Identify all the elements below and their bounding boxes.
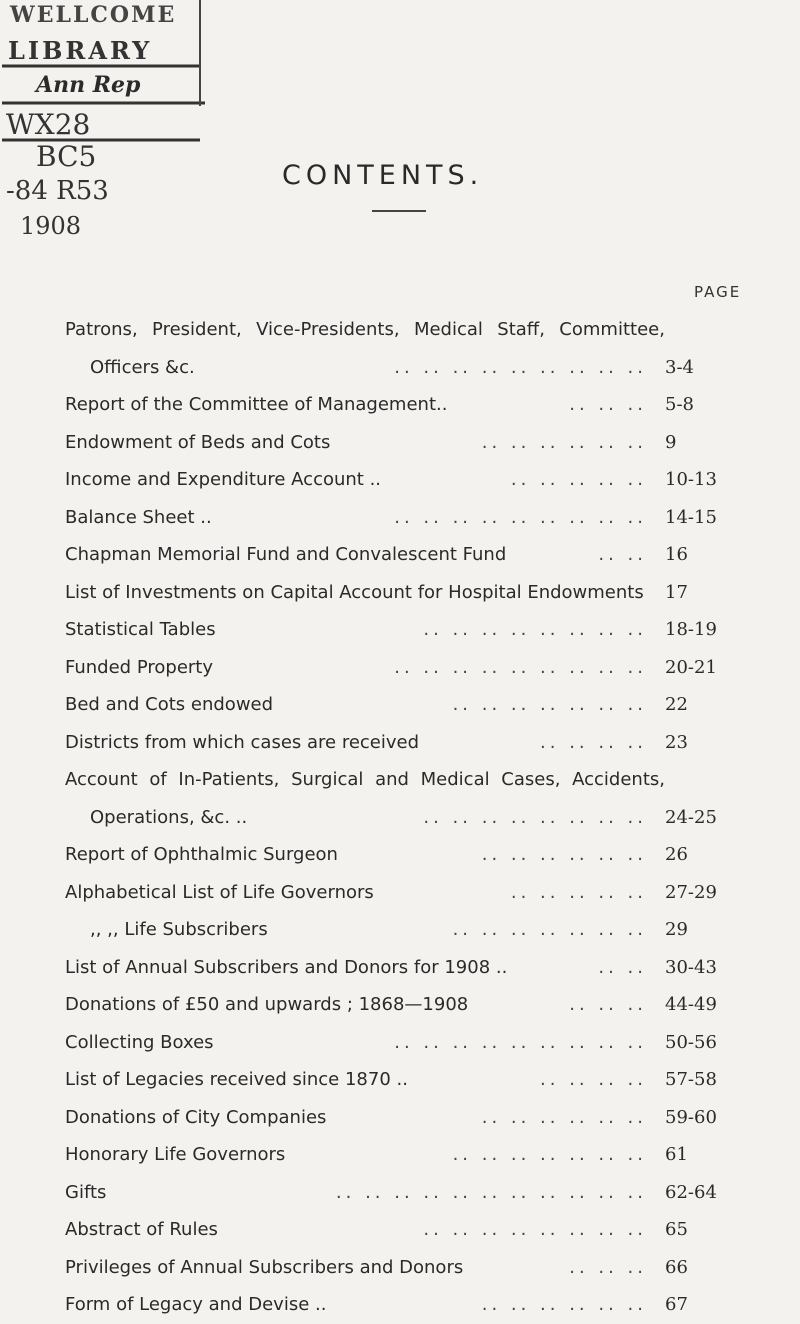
toc-entry-label: Endowment of Beds and Cots [65, 431, 331, 453]
toc-entry-label: Privileges of Annual Subscribers and Donors [65, 1256, 464, 1278]
toc-entry-label: List of Annual Subscribers and Donors for 1908 .. [65, 956, 508, 978]
toc-entry-first-line [65, 761, 755, 799]
dot-leader: .. .. .. [569, 994, 647, 1015]
toc-entry [65, 1174, 755, 1212]
stamp-line: 1908 [20, 212, 82, 240]
dot-leader: .. .. .. .. .. .. [481, 844, 647, 865]
toc-entry-word: Committee, [559, 319, 665, 340]
toc-entry-label: List of Investments on Capital Account for Hospital Endowments [65, 581, 644, 603]
toc-entry [65, 1061, 755, 1099]
library-stamp [0, 0, 265, 240]
toc-entry [65, 499, 755, 537]
toc-entry-label: Balance Sheet .. [65, 506, 212, 528]
toc-entry-label: Officers &c. [90, 356, 195, 378]
toc-entry-word: Account [65, 769, 138, 790]
dot-leader: .. .. .. .. .. .. .. .. .. [394, 356, 647, 378]
toc-entry [65, 1024, 755, 1062]
toc-entry-page: 20-21 [665, 656, 717, 678]
toc-entry [65, 536, 755, 574]
toc-entry-label: Statistical Tables [65, 619, 216, 640]
toc-entry-page: 23 [665, 731, 688, 753]
toc-entry-first-line [65, 311, 755, 349]
toc-entry-page: 44-49 [665, 994, 717, 1015]
toc-entry-page: 61 [665, 1144, 688, 1165]
toc-entry-label: Alphabetical List of Life Governors [65, 881, 374, 903]
toc-entry-word: and [375, 769, 409, 790]
dot-leader: .. .. .. .. .. [510, 469, 647, 490]
toc-entry [65, 386, 755, 424]
toc-entry-word: Surgical [291, 769, 364, 790]
toc-entry [65, 986, 755, 1024]
toc-entry-label: Gifts [65, 1181, 107, 1203]
toc-entry-word: Medical [413, 319, 483, 340]
toc-entry-label: Chapman Memorial Fund and Convalescent Fund [65, 544, 507, 565]
toc-entry-word: President, [152, 319, 242, 340]
toc-entry-page: 5-8 [665, 394, 694, 415]
page-column-header: PAGE [694, 283, 742, 301]
dot-leader: .. .. [598, 544, 647, 565]
toc-entry [65, 461, 755, 499]
dot-leader: .. .. .. [569, 394, 647, 415]
toc-entry-page: 27-29 [665, 881, 717, 903]
toc-entry-page: 16 [665, 544, 688, 565]
toc-entry-label: Form of Legacy and Devise .. [65, 1294, 327, 1315]
toc-entry-label: Collecting Boxes [65, 1031, 214, 1053]
table-of-contents [65, 311, 755, 1324]
dot-leader: .. .. .. .. .. .. .. [452, 1144, 647, 1165]
toc-entry-word: Staff, [497, 319, 545, 340]
dot-leader: .. .. .. .. .. .. .. .. [423, 619, 647, 640]
toc-entry-word: of [149, 769, 167, 790]
toc-entry-label: Funded Property [65, 656, 213, 678]
toc-entry-page: 14-15 [665, 506, 717, 528]
toc-entry-word: Vice-Presidents, [256, 319, 400, 340]
toc-entry [65, 874, 755, 912]
toc-entry-page: 9 [665, 431, 677, 453]
dot-leader: .. .. .. .. [540, 731, 647, 753]
toc-entry-label: List of Legacies received since 1870 .. [65, 1069, 408, 1090]
toc-entry [65, 911, 755, 949]
dot-leader: .. .. .. .. .. .. .. .. .. .. .. [335, 1181, 647, 1203]
toc-entry [65, 1136, 755, 1174]
toc-entry-page: 62-64 [665, 1181, 717, 1203]
toc-entry-label: Donations of City Companies [65, 1106, 327, 1128]
toc-entry-page: 10-13 [665, 469, 717, 490]
toc-entry [65, 1099, 755, 1137]
dot-leader: .. .. .. .. .. .. .. [452, 919, 647, 940]
toc-entry-page: 57-58 [665, 1069, 717, 1090]
toc-entry-page: 17 [665, 581, 688, 603]
toc-entry [65, 611, 755, 649]
stamp-line: Ann Rep [36, 72, 141, 98]
toc-entry [65, 1211, 755, 1249]
toc-entry [65, 1286, 755, 1324]
stamp-line: BC5 [36, 140, 97, 173]
dot-leader: .. .. .. .. .. .. [481, 1294, 647, 1315]
dot-leader: .. .. .. .. .. [510, 881, 647, 903]
toc-entry-page: 50-56 [665, 1031, 717, 1053]
stamp-line: -84 R53 [6, 176, 109, 206]
dot-leader: .. .. .. .. [540, 1069, 647, 1090]
dot-leader: .. .. [598, 956, 647, 978]
toc-entry [65, 424, 755, 462]
toc-entry-page: 67 [665, 1294, 688, 1315]
toc-entry-page: 30-43 [665, 956, 717, 978]
toc-entry [65, 724, 755, 762]
toc-entry-label: Abstract of Rules [65, 1219, 218, 1240]
page-title: CONTENTS. [282, 160, 484, 191]
dot-leader: .. .. .. .. .. .. [481, 431, 647, 453]
title-rule [372, 210, 426, 212]
toc-entry [65, 836, 755, 874]
toc-entry-label: ,, ,, Life Subscribers [90, 919, 268, 940]
stamp-line: WX28 [6, 108, 91, 141]
toc-entry-page: 22 [665, 694, 688, 715]
toc-entry-word: Patrons, [65, 319, 138, 340]
toc-entry-label: Honorary Life Governors [65, 1144, 286, 1165]
toc-entry-label: Report of the Committee of Management.. [65, 394, 448, 415]
dot-leader: .. .. .. .. .. .. .. [452, 694, 647, 715]
toc-entry [65, 574, 755, 612]
toc-entry [65, 799, 755, 837]
toc-entry-label: Income and Expenditure Account .. [65, 469, 382, 490]
toc-entry-page: 24-25 [665, 806, 717, 828]
toc-entry-page: 65 [665, 1219, 688, 1240]
toc-entry-page: 3-4 [665, 356, 694, 378]
toc-entry [65, 1249, 755, 1287]
toc-entry-label: Districts from which cases are received [65, 731, 420, 753]
toc-entry-page: 66 [665, 1256, 688, 1278]
toc-entry-label: Bed and Cots endowed [65, 694, 274, 715]
toc-entry-word: In-Patients, [178, 769, 280, 790]
dot-leader: .. .. .. .. .. .. .. .. [423, 806, 647, 828]
toc-entry [65, 686, 755, 724]
toc-entry [65, 649, 755, 687]
toc-entry-word: Cases, [501, 769, 561, 790]
stamp-line: WELLCOME [10, 2, 177, 28]
dot-leader: .. .. .. .. .. .. .. .. .. [394, 506, 647, 528]
toc-entry [65, 949, 755, 987]
toc-entry-word: Accidents, [572, 769, 665, 790]
toc-entry [65, 349, 755, 387]
toc-entry-label: Donations of £50 and upwards ; 1868—1908 [65, 994, 469, 1015]
toc-entry-word: Medical [420, 769, 490, 790]
toc-entry-page: 59-60 [665, 1106, 717, 1128]
toc-entry-page: 26 [665, 844, 688, 865]
toc-entry-page: 18-19 [665, 619, 717, 640]
dot-leader: .. .. .. .. .. .. [481, 1106, 647, 1128]
dot-leader: .. .. .. [569, 1256, 647, 1278]
toc-entry-page: 29 [665, 919, 688, 940]
toc-entry-label: Operations, &c. .. [90, 806, 248, 828]
dot-leader: .. .. .. .. .. .. .. .. .. [394, 656, 647, 678]
stamp-line: LIBRARY [8, 36, 153, 65]
dot-leader: .. .. .. .. .. .. .. .. .. [394, 1031, 647, 1053]
toc-entry-label: Report of Ophthalmic Surgeon [65, 844, 338, 865]
dot-leader: .. .. .. .. .. .. .. .. [423, 1219, 647, 1240]
